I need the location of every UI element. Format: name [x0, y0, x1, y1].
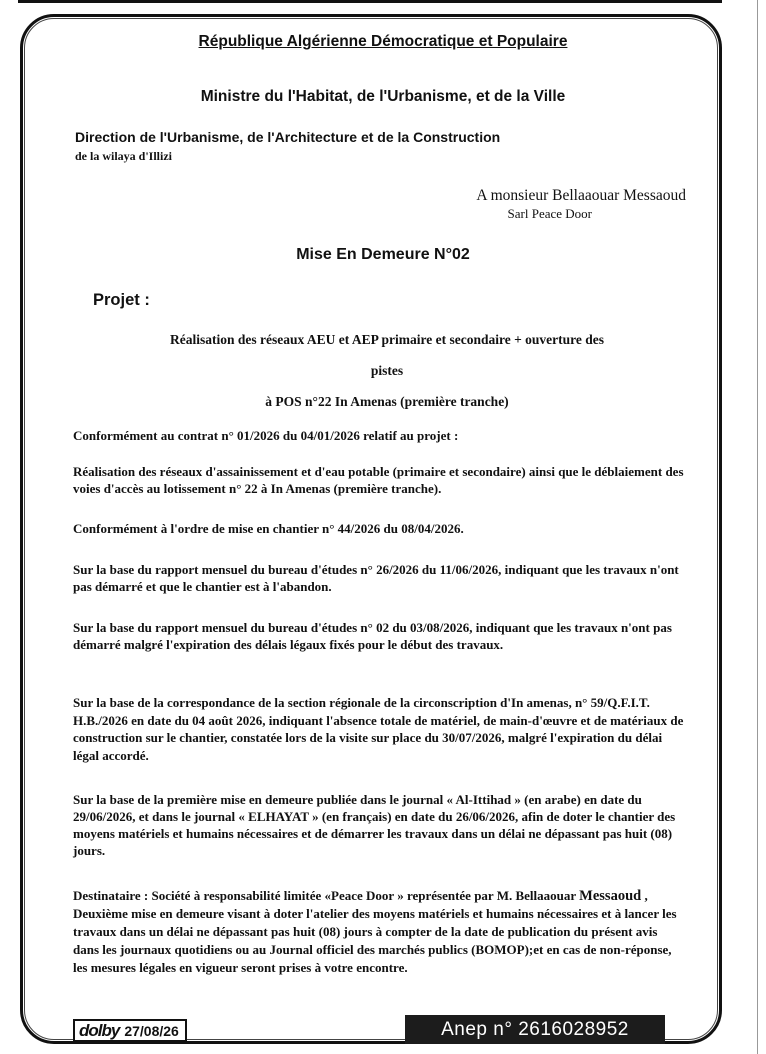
header-wilaya: de la wilaya d'Illizi: [75, 149, 173, 163]
recipient-intro: Destinataire : Société à responsabilité limitée «Peace Door » représentée par M. Bellaaouar: [73, 888, 576, 903]
page-edge-line: [757, 0, 758, 1054]
anep-reference: Anep n° 2616028952: [405, 1015, 665, 1044]
project-description: [92, 324, 682, 417]
project-line-3: à POS n°22 In Amenas (première tranche): [265, 394, 509, 409]
stamp-logo: dolby: [79, 1020, 120, 1040]
addressee-name: A monsieur Bellaaouar Messaoud: [476, 187, 686, 204]
top-edge-bar: [18, 0, 722, 3]
paragraph-first-notice: Sur la base de la première mise en demeure publiée dans le journal « Al-Ittihad » (en arabe) en date du 29/06/2026, et dans le journal « ELHAYAT » (en français) en date du 26/06/2026, afin de doter le chantier des moyens matériels et humains nécessaires et de démarrer les travaux dans un délai ne dépassant pas huit (08) jours.: [73, 792, 676, 858]
paragraph-site-order: Conformément à l'ordre de mise en chantier n° 44/2026 du 08/04/2026.: [73, 521, 464, 536]
paragraph-report-august: Sur la base du rapport mensuel du bureau d'études n° 02 du 03/08/2026, indiquant que les travaux n'ont pas démarré malgré l'expiration des délais légaux fixés pour le début des travaux.: [73, 620, 672, 652]
paragraph-works-description: Réalisation des réseaux d'assainissement et d'eau potable (primaire et secondaire) ainsi que le déblaiement des voies d'accès au lotissement n° 22 à In Amenas (première tranche).: [73, 464, 684, 496]
paragraph-report-june: Sur la base du rapport mensuel du bureau d'études n° 26/2026 du 11/06/2026, indiquant que les travaux n'ont pas démarré et que le chantier est à l'abandon.: [73, 562, 679, 594]
paragraph-recipient: [73, 887, 685, 977]
addressee-company: Sarl Peace Door: [507, 206, 592, 221]
recipient-name: Messaoud: [579, 888, 642, 904]
header-ministry: Ministre du l'Habitat, de l'Urbanisme, et de la Ville: [200, 88, 566, 105]
header-direction: Direction de l'Urbanisme, de l'Architecture et de la Construction: [75, 129, 501, 145]
document-title: Mise En Demeure N°02: [296, 246, 470, 263]
paragraph-contract: Conformément au contrat n° 01/2026 du 04/01/2026 relatif au projet :: [73, 428, 459, 443]
header-republic: République Algérienne Démocratique et Populaire: [198, 33, 568, 50]
project-line-2: pistes: [370, 363, 404, 378]
recipient-notice: , Deuxième mise en demeure visant à doter l'atelier des moyens matériels et humains nécessaires et à lancer les travaux dans un délai ne dépassant pas huit (08) jours à compter de la date de publication du présent avis dans les journaux quotidiens ou au Journal officiel des marchés publics (BOMOP);et en cas de non-réponse, les mesures légales en vigueur seront prises à votre encontre.: [73, 888, 677, 975]
project-label: Projet :: [93, 291, 150, 309]
project-line-1: Réalisation des réseaux AEU et AEP primaire et secondaire + ouverture des: [169, 332, 605, 347]
paragraph-correspondence: Sur la base de la correspondance de la section régionale de la circonscription d'In amenas, n° 59/Q.F.I.T. H.B./2026 en date du 04 août 2026, indiquant l'absence totale de matériel, de main-d'œuvre et de matériaux de construction sur le chantier, constatée lors de la visite sur place du 30/07/2026, malgré l'expiration du délai légal accordé.: [73, 695, 684, 763]
footer-stamp: [73, 1019, 187, 1042]
stamp-date: 27/08/26: [124, 1022, 179, 1039]
addressee-block: [476, 187, 686, 223]
